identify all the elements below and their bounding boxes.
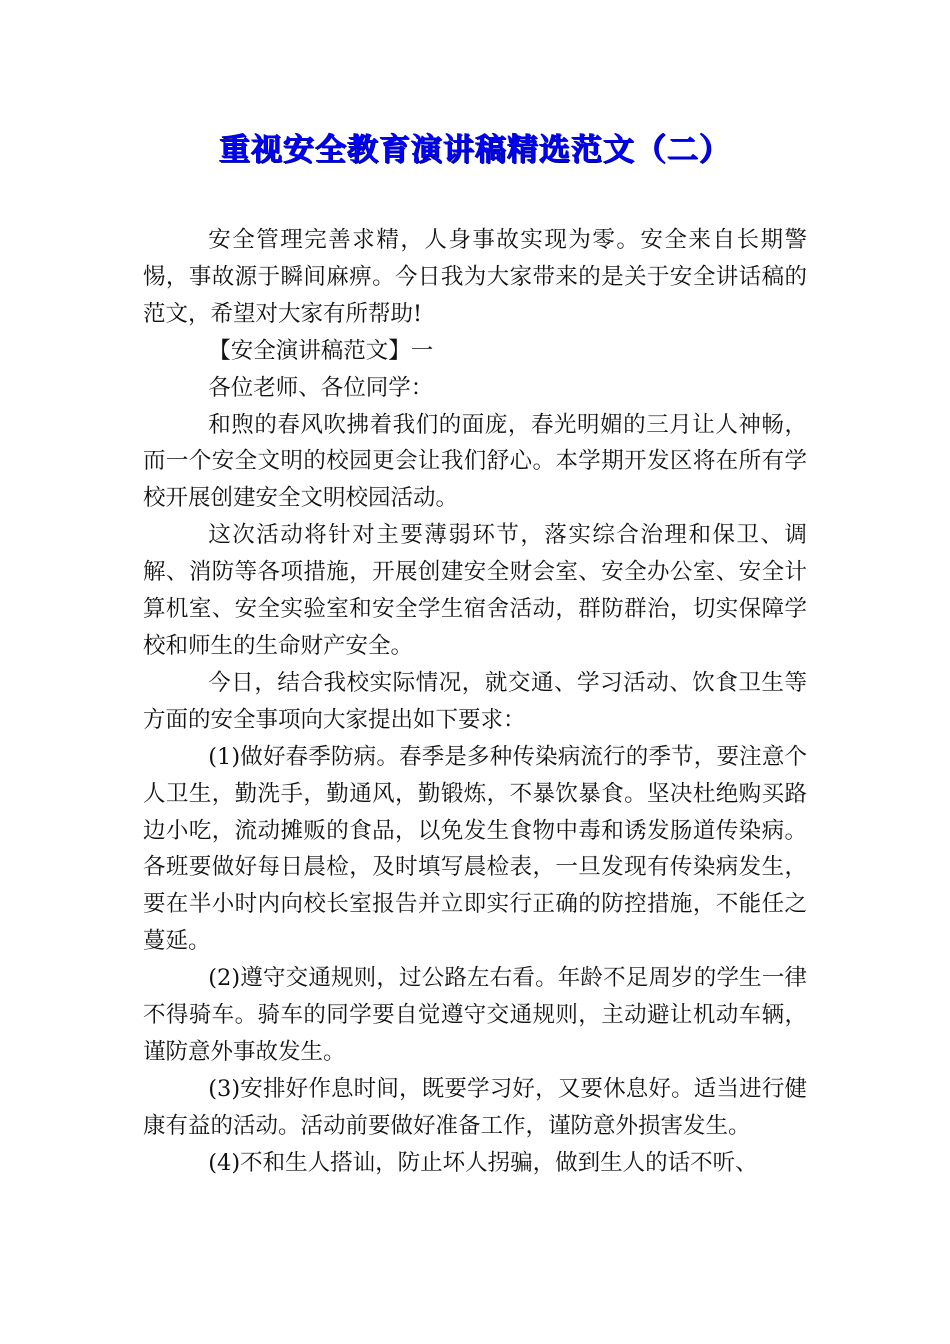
document-body [143,222,807,1182]
paragraph: 这次活动将针对主要薄弱环节，落实综合治理和保卫、调解、消防等各项措施，开展创建安全财会室、安全办公室、安全计算机室、安全实验室和安全学生宿舍活动，群防群治，切实保障学校和师生的生命财产安全。 [143,522,807,659]
paragraph: (2)遵守交通规则，过公路左右看。年龄不足周岁的学生一律不得骑车。骑车的同学要自觉遵守交通规则，主动避让机动车辆，谨防意外事故发生。 [143,965,807,1065]
paragraph: (3)安排好作息时间，既要学习好，又要休息好。适当进行健康有益的活动。活动前要做好准备工作，谨防意外损害发生。 [143,1075,807,1139]
paragraph: 安全管理完善求精，人身事故实现为零。安全来自长期警惕，事故源于瞬间麻痹。今日我为大家带来的是关于安全讲话稿的范文，希望对大家有所帮助! [143,227,807,327]
paragraph: 和煦的春风吹拂着我们的面庞，春光明媚的三月让人神畅，而一个安全文明的校园更会让我们舒心。本学期开发区将在所有学校开展创建安全文明校园活动。 [143,411,807,512]
document-title: 重视安全教育演讲稿精选范文（二） [219,132,731,168]
paragraph: 【安全演讲稿范文】一 [208,337,434,364]
paragraph: 各位老师、各位同学： [208,374,434,401]
paragraph: 今日，结合我校实际情况，就交通、学习活动、饮食卫生等方面的安全事项向大家提出如下要求： [143,669,807,733]
paragraph: (4)不和生人搭讪，防止坏人拐骗，做到生人的话不听、 [208,1149,758,1176]
paragraph: (1)做好春季防病。春季是多种传染病流行的季节，要注意个人卫生，勤洗手，勤通风，勤锻炼，不暴饮暴食。坚决杜绝购买路边小吃，流动摊贩的食品，以免发生食物中毒和诱发肠道传染病。各班要做好每日晨检，及时填写晨检表，一旦发现有传染病发生，要在半小时内向校长室报告并立即实行正确的防控措施，不能任之蔓延。 [143,743,807,955]
